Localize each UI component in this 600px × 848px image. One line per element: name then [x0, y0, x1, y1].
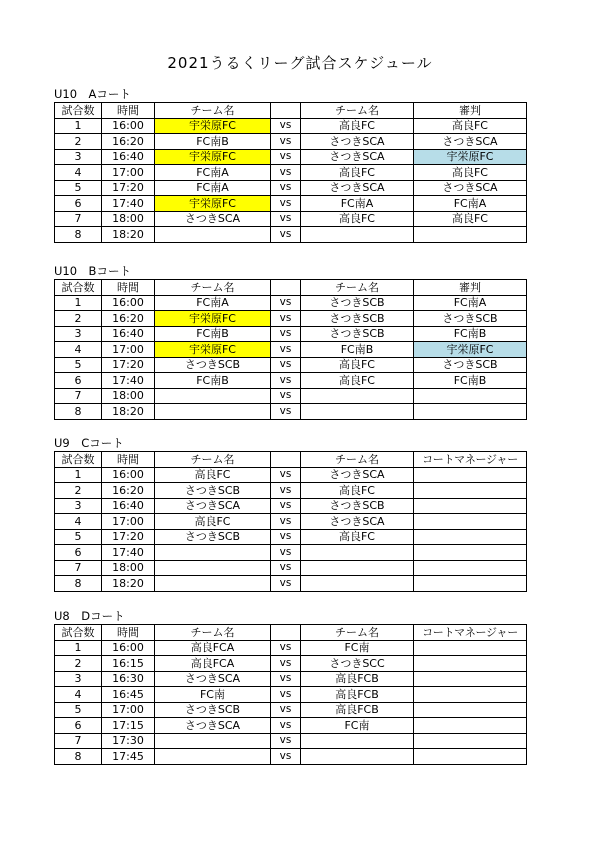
vs-label-cell: vs [271, 342, 301, 358]
team-1-cell: さつきSCB [155, 529, 271, 545]
team-2-cell [301, 749, 414, 765]
header-referee: 審判 [414, 103, 527, 119]
table-row [55, 134, 527, 150]
team-2-cell: 高良FC [301, 118, 414, 134]
match-time-cell: 17:00 [102, 702, 155, 718]
referee-cell: さつきSCB [414, 311, 527, 327]
page-title: 2021うるくリーグ試合スケジュール [167, 54, 433, 72]
team-1-cell: 宇栄原FC [155, 118, 271, 134]
table-row [55, 498, 527, 514]
team-1-cell: 高良FC [155, 514, 271, 530]
match-number-cell: 7 [55, 560, 102, 576]
section-u10-a-court [54, 88, 526, 243]
referee-cell [414, 671, 527, 687]
referee-cell [414, 388, 527, 404]
match-time-cell: 18:20 [102, 227, 155, 243]
match-number-cell: 1 [55, 467, 102, 483]
match-number-cell: 8 [55, 227, 102, 243]
table-row [55, 467, 527, 483]
team-2-cell: さつきSCA [301, 180, 414, 196]
header-match-no: 試合数 [55, 280, 102, 296]
header-team-2: チーム名 [301, 625, 414, 641]
match-time-cell: 18:20 [102, 576, 155, 592]
team-2-cell [301, 227, 414, 243]
match-number-cell: 3 [55, 671, 102, 687]
match-number-cell: 1 [55, 295, 102, 311]
referee-cell: さつきSCB [414, 357, 527, 373]
match-number-cell: 3 [55, 498, 102, 514]
team-1-cell [155, 404, 271, 420]
header-match-no: 試合数 [55, 625, 102, 641]
referee-cell [414, 576, 527, 592]
header-team-1: チーム名 [155, 625, 271, 641]
match-number-cell: 8 [55, 576, 102, 592]
match-number-cell: 2 [55, 656, 102, 672]
team-1-cell [155, 388, 271, 404]
table-row [55, 718, 527, 734]
match-time-cell: 16:45 [102, 687, 155, 703]
vs-label-cell: vs [271, 149, 301, 165]
team-2-cell: 高良FCB [301, 671, 414, 687]
table-header-row [55, 280, 527, 296]
referee-cell [414, 687, 527, 703]
table-header-row [55, 625, 527, 641]
vs-label-cell: vs [271, 656, 301, 672]
header-referee: 審判 [414, 280, 527, 296]
section-u10-b-court [54, 265, 526, 420]
table-row [55, 227, 527, 243]
team-2-cell: 高良FC [301, 357, 414, 373]
referee-cell [414, 733, 527, 749]
header-team-2: チーム名 [301, 103, 414, 119]
match-time-cell: 16:15 [102, 656, 155, 672]
match-time-cell: 17:30 [102, 733, 155, 749]
match-number-cell: 2 [55, 311, 102, 327]
vs-label-cell: vs [271, 180, 301, 196]
vs-label-cell: vs [271, 388, 301, 404]
match-number-cell: 6 [55, 196, 102, 212]
vs-label-cell: vs [271, 118, 301, 134]
team-2-cell: FC南A [301, 196, 414, 212]
match-number-cell: 8 [55, 404, 102, 420]
match-number-cell: 7 [55, 388, 102, 404]
vs-label-cell: vs [271, 671, 301, 687]
referee-cell [414, 498, 527, 514]
team-1-cell [155, 545, 271, 561]
referee-cell [414, 560, 527, 576]
header-time: 時間 [102, 625, 155, 641]
team-1-cell: 宇栄原FC [155, 196, 271, 212]
match-time-cell: 17:20 [102, 180, 155, 196]
team-1-cell: 宇栄原FC [155, 342, 271, 358]
vs-label-cell: vs [271, 576, 301, 592]
vs-label-cell: vs [271, 687, 301, 703]
referee-cell [414, 640, 527, 656]
team-1-cell: 宇栄原FC [155, 311, 271, 327]
header-match-no: 試合数 [55, 103, 102, 119]
referee-cell: 高良FC [414, 118, 527, 134]
team-1-cell: FC南A [155, 295, 271, 311]
table-row [55, 196, 527, 212]
table-row [55, 640, 527, 656]
referee-cell: 宇栄原FC [414, 149, 527, 165]
team-1-cell: 高良FCA [155, 656, 271, 672]
team-1-cell: さつきSCA [155, 671, 271, 687]
referee-cell: さつきSCA [414, 134, 527, 150]
team-2-cell: 高良FC [301, 529, 414, 545]
table-row [55, 149, 527, 165]
table-row [55, 514, 527, 530]
match-number-cell: 7 [55, 733, 102, 749]
match-time-cell: 16:00 [102, 295, 155, 311]
referee-cell [414, 529, 527, 545]
referee-cell: FC南A [414, 196, 527, 212]
referee-cell [414, 483, 527, 499]
team-1-cell: 宇栄原FC [155, 149, 271, 165]
header-vs [271, 452, 301, 468]
match-time-cell: 18:00 [102, 211, 155, 227]
team-2-cell: FC南B [301, 342, 414, 358]
team-1-cell: FC南B [155, 326, 271, 342]
team-1-cell: FC南 [155, 687, 271, 703]
referee-cell [414, 656, 527, 672]
header-vs [271, 625, 301, 641]
table-row [55, 180, 527, 196]
vs-label-cell: vs [271, 545, 301, 561]
team-2-cell: 高良FC [301, 373, 414, 389]
match-number-cell: 5 [55, 180, 102, 196]
vs-label-cell: vs [271, 373, 301, 389]
team-1-cell: FC南B [155, 373, 271, 389]
table-row [55, 671, 527, 687]
vs-label-cell: vs [271, 749, 301, 765]
match-number-cell: 5 [55, 357, 102, 373]
header-team-1: チーム名 [155, 452, 271, 468]
header-referee: コートマネージャー [414, 452, 527, 468]
team-1-cell: FC南A [155, 180, 271, 196]
team-1-cell: さつきSCB [155, 483, 271, 499]
table-header-row [55, 103, 527, 119]
table-row [55, 211, 527, 227]
match-number-cell: 7 [55, 211, 102, 227]
match-number-cell: 3 [55, 149, 102, 165]
team-2-cell: さつきSCB [301, 326, 414, 342]
match-number-cell: 1 [55, 640, 102, 656]
team-1-cell [155, 560, 271, 576]
table-row [55, 545, 527, 561]
match-number-cell: 2 [55, 483, 102, 499]
match-number-cell: 4 [55, 687, 102, 703]
header-match-no: 試合数 [55, 452, 102, 468]
referee-cell: FC南B [414, 373, 527, 389]
referee-cell [414, 404, 527, 420]
table-row [55, 311, 527, 327]
team-1-cell [155, 227, 271, 243]
header-time: 時間 [102, 452, 155, 468]
vs-label-cell: vs [271, 529, 301, 545]
vs-label-cell: vs [271, 483, 301, 499]
vs-label-cell: vs [271, 498, 301, 514]
vs-label-cell: vs [271, 211, 301, 227]
team-1-cell [155, 749, 271, 765]
team-2-cell: 高良FC [301, 483, 414, 499]
vs-label-cell: vs [271, 640, 301, 656]
match-time-cell: 17:40 [102, 196, 155, 212]
match-time-cell: 17:00 [102, 165, 155, 181]
referee-cell: 宇栄原FC [414, 342, 527, 358]
vs-label-cell: vs [271, 134, 301, 150]
match-time-cell: 18:00 [102, 560, 155, 576]
table-row [55, 656, 527, 672]
team-2-cell: さつきSCA [301, 514, 414, 530]
vs-label-cell: vs [271, 560, 301, 576]
match-time-cell: 16:30 [102, 671, 155, 687]
team-2-cell [301, 545, 414, 561]
vs-label-cell: vs [271, 295, 301, 311]
match-time-cell: 17:00 [102, 342, 155, 358]
referee-cell [414, 467, 527, 483]
team-1-cell: 高良FC [155, 467, 271, 483]
table-row [55, 165, 527, 181]
match-number-cell: 6 [55, 545, 102, 561]
team-1-cell: さつきSCA [155, 498, 271, 514]
table-row [55, 560, 527, 576]
match-time-cell: 16:20 [102, 311, 155, 327]
vs-label-cell: vs [271, 311, 301, 327]
match-time-cell: 18:00 [102, 388, 155, 404]
vs-label-cell: vs [271, 733, 301, 749]
match-number-cell: 4 [55, 342, 102, 358]
match-time-cell: 17:45 [102, 749, 155, 765]
team-2-cell: FC南 [301, 718, 414, 734]
section-label: U9 Cコート [54, 436, 124, 450]
vs-label-cell: vs [271, 227, 301, 243]
schedule-table [54, 279, 527, 420]
vs-label-cell: vs [271, 357, 301, 373]
match-number-cell: 6 [55, 373, 102, 389]
match-time-cell: 17:00 [102, 514, 155, 530]
team-1-cell: さつきSCB [155, 702, 271, 718]
table-row [55, 388, 527, 404]
section-u8-d-court [54, 610, 526, 765]
team-1-cell: さつきSCA [155, 718, 271, 734]
match-time-cell: 17:15 [102, 718, 155, 734]
table-row [55, 118, 527, 134]
team-2-cell: 高良FCB [301, 687, 414, 703]
match-number-cell: 1 [55, 118, 102, 134]
team-2-cell: さつきSCB [301, 311, 414, 327]
match-time-cell: 16:40 [102, 326, 155, 342]
header-vs [271, 280, 301, 296]
match-number-cell: 8 [55, 749, 102, 765]
referee-cell: 高良FC [414, 165, 527, 181]
team-2-cell [301, 404, 414, 420]
team-2-cell [301, 560, 414, 576]
team-1-cell: さつきSCB [155, 357, 271, 373]
match-time-cell: 16:00 [102, 640, 155, 656]
table-row [55, 576, 527, 592]
table-row [55, 295, 527, 311]
match-number-cell: 4 [55, 514, 102, 530]
referee-cell [414, 718, 527, 734]
vs-label-cell: vs [271, 467, 301, 483]
table-row [55, 687, 527, 703]
referee-cell [414, 227, 527, 243]
vs-label-cell: vs [271, 404, 301, 420]
section-label: U10 Aコート [54, 87, 131, 101]
vs-label-cell: vs [271, 196, 301, 212]
section-u9-c-court [54, 437, 526, 592]
table-row [55, 483, 527, 499]
table-row [55, 749, 527, 765]
vs-label-cell: vs [271, 718, 301, 734]
team-2-cell: さつきSCA [301, 134, 414, 150]
team-2-cell [301, 733, 414, 749]
team-1-cell: FC南B [155, 134, 271, 150]
vs-label-cell: vs [271, 514, 301, 530]
match-number-cell: 5 [55, 702, 102, 718]
referee-cell: FC南B [414, 326, 527, 342]
team-1-cell: FC南A [155, 165, 271, 181]
team-2-cell [301, 388, 414, 404]
match-number-cell: 6 [55, 718, 102, 734]
section-label: U8 Dコート [54, 609, 125, 623]
referee-cell: 高良FC [414, 211, 527, 227]
match-time-cell: 16:40 [102, 498, 155, 514]
team-1-cell [155, 733, 271, 749]
match-time-cell: 17:20 [102, 357, 155, 373]
match-time-cell: 17:20 [102, 529, 155, 545]
vs-label-cell: vs [271, 165, 301, 181]
referee-cell [414, 514, 527, 530]
referee-cell [414, 545, 527, 561]
match-number-cell: 4 [55, 165, 102, 181]
header-team-1: チーム名 [155, 280, 271, 296]
referee-cell: FC南A [414, 295, 527, 311]
table-header-row [55, 452, 527, 468]
header-referee: コートマネージャー [414, 625, 527, 641]
match-time-cell: 18:20 [102, 404, 155, 420]
team-2-cell: FC南 [301, 640, 414, 656]
table-row [55, 529, 527, 545]
match-time-cell: 17:40 [102, 373, 155, 389]
match-time-cell: 16:00 [102, 118, 155, 134]
match-number-cell: 2 [55, 134, 102, 150]
table-row [55, 404, 527, 420]
team-1-cell: さつきSCA [155, 211, 271, 227]
table-row [55, 357, 527, 373]
match-time-cell: 16:40 [102, 149, 155, 165]
header-vs [271, 103, 301, 119]
team-1-cell [155, 576, 271, 592]
header-time: 時間 [102, 103, 155, 119]
header-time: 時間 [102, 280, 155, 296]
schedule-table [54, 102, 527, 243]
team-2-cell: 高良FC [301, 211, 414, 227]
vs-label-cell: vs [271, 702, 301, 718]
referee-cell [414, 749, 527, 765]
team-2-cell: さつきSCB [301, 498, 414, 514]
table-row [55, 342, 527, 358]
match-time-cell: 16:00 [102, 467, 155, 483]
table-row [55, 733, 527, 749]
team-2-cell: さつきSCC [301, 656, 414, 672]
match-time-cell: 16:20 [102, 134, 155, 150]
schedule-table [54, 451, 527, 592]
table-row [55, 373, 527, 389]
team-2-cell: 高良FC [301, 165, 414, 181]
header-team-2: チーム名 [301, 452, 414, 468]
vs-label-cell: vs [271, 326, 301, 342]
referee-cell [414, 702, 527, 718]
header-team-2: チーム名 [301, 280, 414, 296]
team-2-cell: さつきSCA [301, 467, 414, 483]
match-number-cell: 3 [55, 326, 102, 342]
referee-cell: さつきSCA [414, 180, 527, 196]
section-label: U10 Bコート [54, 264, 131, 278]
team-1-cell: 高良FCA [155, 640, 271, 656]
schedule-table [54, 624, 527, 765]
match-time-cell: 16:20 [102, 483, 155, 499]
team-2-cell [301, 576, 414, 592]
team-2-cell: 高良FCB [301, 702, 414, 718]
team-2-cell: さつきSCA [301, 149, 414, 165]
match-time-cell: 17:40 [102, 545, 155, 561]
table-row [55, 326, 527, 342]
table-row [55, 702, 527, 718]
team-2-cell: さつきSCB [301, 295, 414, 311]
header-team-1: チーム名 [155, 103, 271, 119]
match-number-cell: 5 [55, 529, 102, 545]
